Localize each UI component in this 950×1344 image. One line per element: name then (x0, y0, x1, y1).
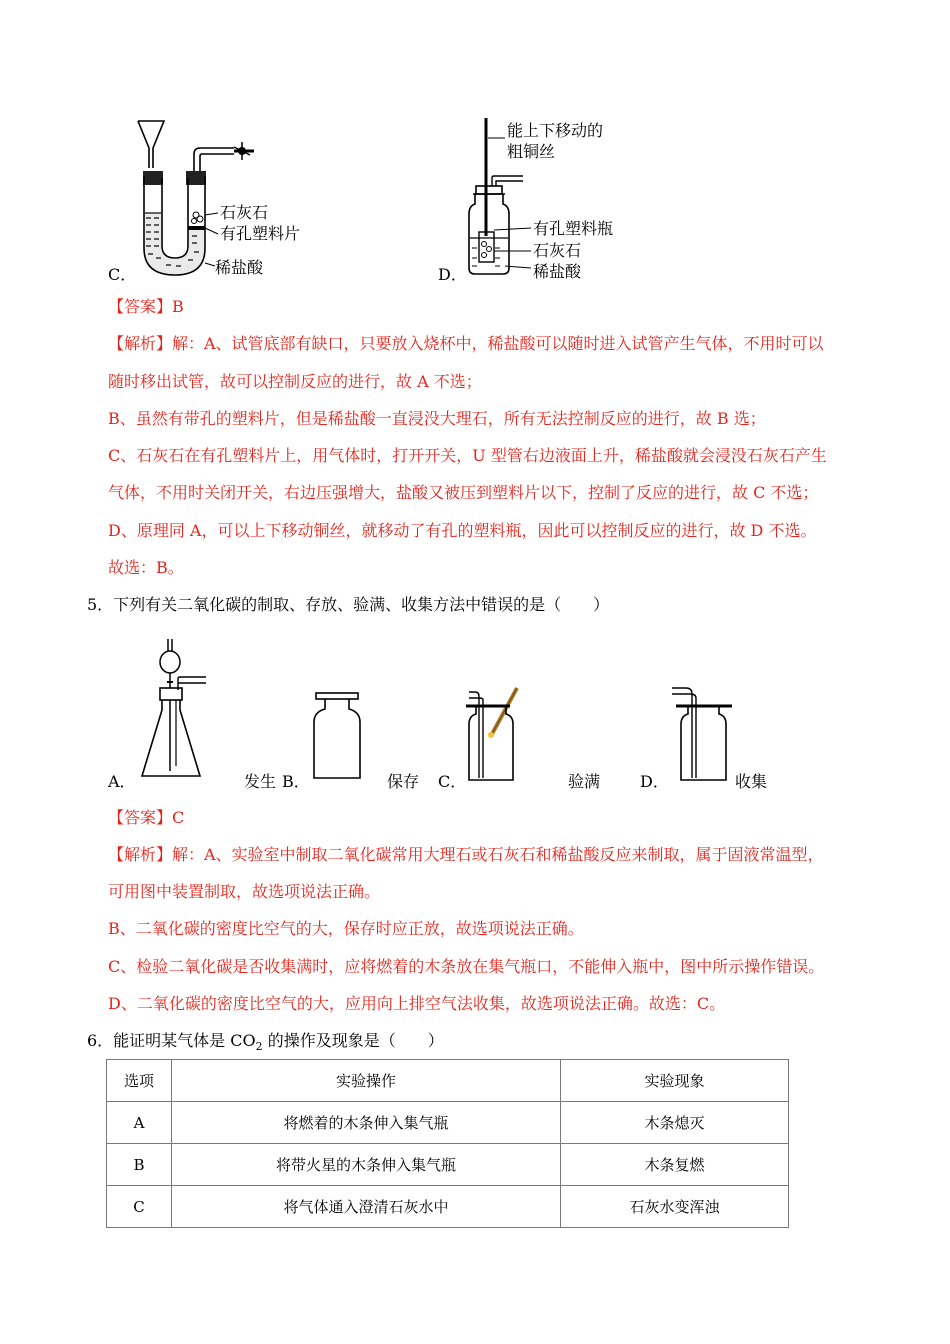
table-row (107, 1102, 789, 1144)
table-header-cell: 实验现象 (561, 1060, 789, 1102)
table-row (107, 1144, 789, 1186)
q4-answer: 【答案】B (108, 297, 184, 316)
plastic-plate-annotation: 有孔塑料片 (220, 224, 301, 243)
q5-option-c-letter: C． (438, 772, 467, 791)
table-cell: 将带火星的木条伸入集气瓶 (172, 1144, 561, 1186)
q5-option-c-caption: 验满 (568, 772, 601, 791)
copper-wire-annotation-line1: 能上下移动的 (507, 121, 604, 140)
table-header-cell: 实验操作 (172, 1060, 561, 1102)
q4-option-d-label: D． (438, 265, 467, 284)
q6-stem-after: 的操作及现象是（ ） (262, 1031, 444, 1050)
table-cell: 木条复燃 (561, 1144, 789, 1186)
q4-analysis-line: 气体，不用时关闭开关，右边压强增大，盐酸又被压到塑料片以下，控制了反应的进行，故 C 不选； (108, 483, 819, 502)
q5-analysis-line: B、二氧化碳的密度比空气的大，保存时应正放，故选项说法正确。 (108, 919, 584, 938)
gas-jar-storage-figure (312, 690, 362, 786)
gas-check-full-figure (465, 684, 525, 788)
gas-generator-figure (138, 636, 213, 786)
q4-analysis-line: B、虽然有带孔的塑料片，但是稀盐酸一直浸没大理石，所有无法控制反应的进行，故 B 选； (108, 409, 766, 428)
table-header-row (107, 1060, 789, 1102)
q5-option-d-caption: 收集 (735, 772, 768, 791)
gas-collection-figure (668, 682, 738, 788)
q5-option-a-letter: A． (108, 772, 136, 791)
table-header-cell: 选项 (107, 1060, 172, 1102)
q4-analysis-line: D、原理同 A，可以上下移动铜丝，就移动了有孔的塑料瓶，因此可以控制反应的进行，故 D 不选。 (108, 521, 817, 540)
table-cell: 石灰水变浑浊 (561, 1186, 789, 1228)
q4-analysis-line: 【解析】解：A、试管底部有缺口，只要放入烧杯中，稀盐酸可以随时进入试管产生气体，不用时可以 (108, 334, 824, 353)
table-cell: 木条熄灭 (561, 1102, 789, 1144)
q5-stem: 5．下列有关二氧化碳的制取、存放、验满、收集方法中错误的是（ ） (87, 595, 610, 614)
q5-analysis-line: D、二氧化碳的密度比空气的大，应用向上排空气法收集，故选项说法正确。故选：C。 (108, 994, 726, 1013)
plastic-bottle-annotation: 有孔塑料瓶 (533, 219, 614, 238)
limestone-annotation: 石灰石 (220, 203, 269, 222)
table-cell: 将气体通入澄清石灰水中 (172, 1186, 561, 1228)
copper-wire-annotation-line2: 粗铜丝 (507, 142, 556, 161)
table-cell: A (107, 1102, 172, 1144)
q4-analysis-line: C、石灰石在有孔塑料片上，用气体时，打开开关，U 型管右边液面上升，稀盐酸就会浸没石灰石产生 (108, 446, 827, 465)
table-cell: B (107, 1144, 172, 1186)
dilute-hcl-annotation: 稀盐酸 (215, 258, 264, 277)
q4-option-c-label: C． (108, 265, 137, 284)
table-row (107, 1186, 789, 1228)
q5-option-d-letter: D． (640, 772, 669, 791)
q5-option-b-letter: B． (282, 772, 310, 791)
table-cell: C (107, 1186, 172, 1228)
q6-stem (87, 1031, 444, 1057)
q5-analysis-line: 可用图中装置制取，故选项说法正确。 (108, 882, 381, 901)
q5-analysis-line: 【解析】解：A、实验室中制取二氧化碳常用大理石或石灰石和稀盐酸反应来制取，属于固液常温型， (108, 845, 824, 864)
q5-option-b-caption: 保存 (387, 772, 420, 791)
q6-stem-before: 6．能证明某气体是 CO (87, 1031, 256, 1050)
table-cell: 将燃着的木条伸入集气瓶 (172, 1102, 561, 1144)
q6-stem-subscript: 2 (255, 1040, 263, 1054)
q5-analysis-line: C、检验二氧化碳是否收集满时，应将燃着的木条放在集气瓶口，不能伸入瓶中，图中所示操作错误。 (108, 957, 825, 976)
q6-options-table (106, 1059, 789, 1228)
limestone-annotation-d: 石灰石 (533, 241, 582, 260)
dilute-hcl-annotation-d: 稀盐酸 (533, 262, 582, 281)
q5-option-a-caption: 发生 (244, 772, 277, 791)
q4-analysis-line: 故选：B。 (108, 558, 184, 577)
q5-answer: 【答案】C (108, 808, 185, 827)
q4-analysis-line: 随时移出试管，故可以控制反应的进行，故 A 不选； (108, 372, 482, 391)
